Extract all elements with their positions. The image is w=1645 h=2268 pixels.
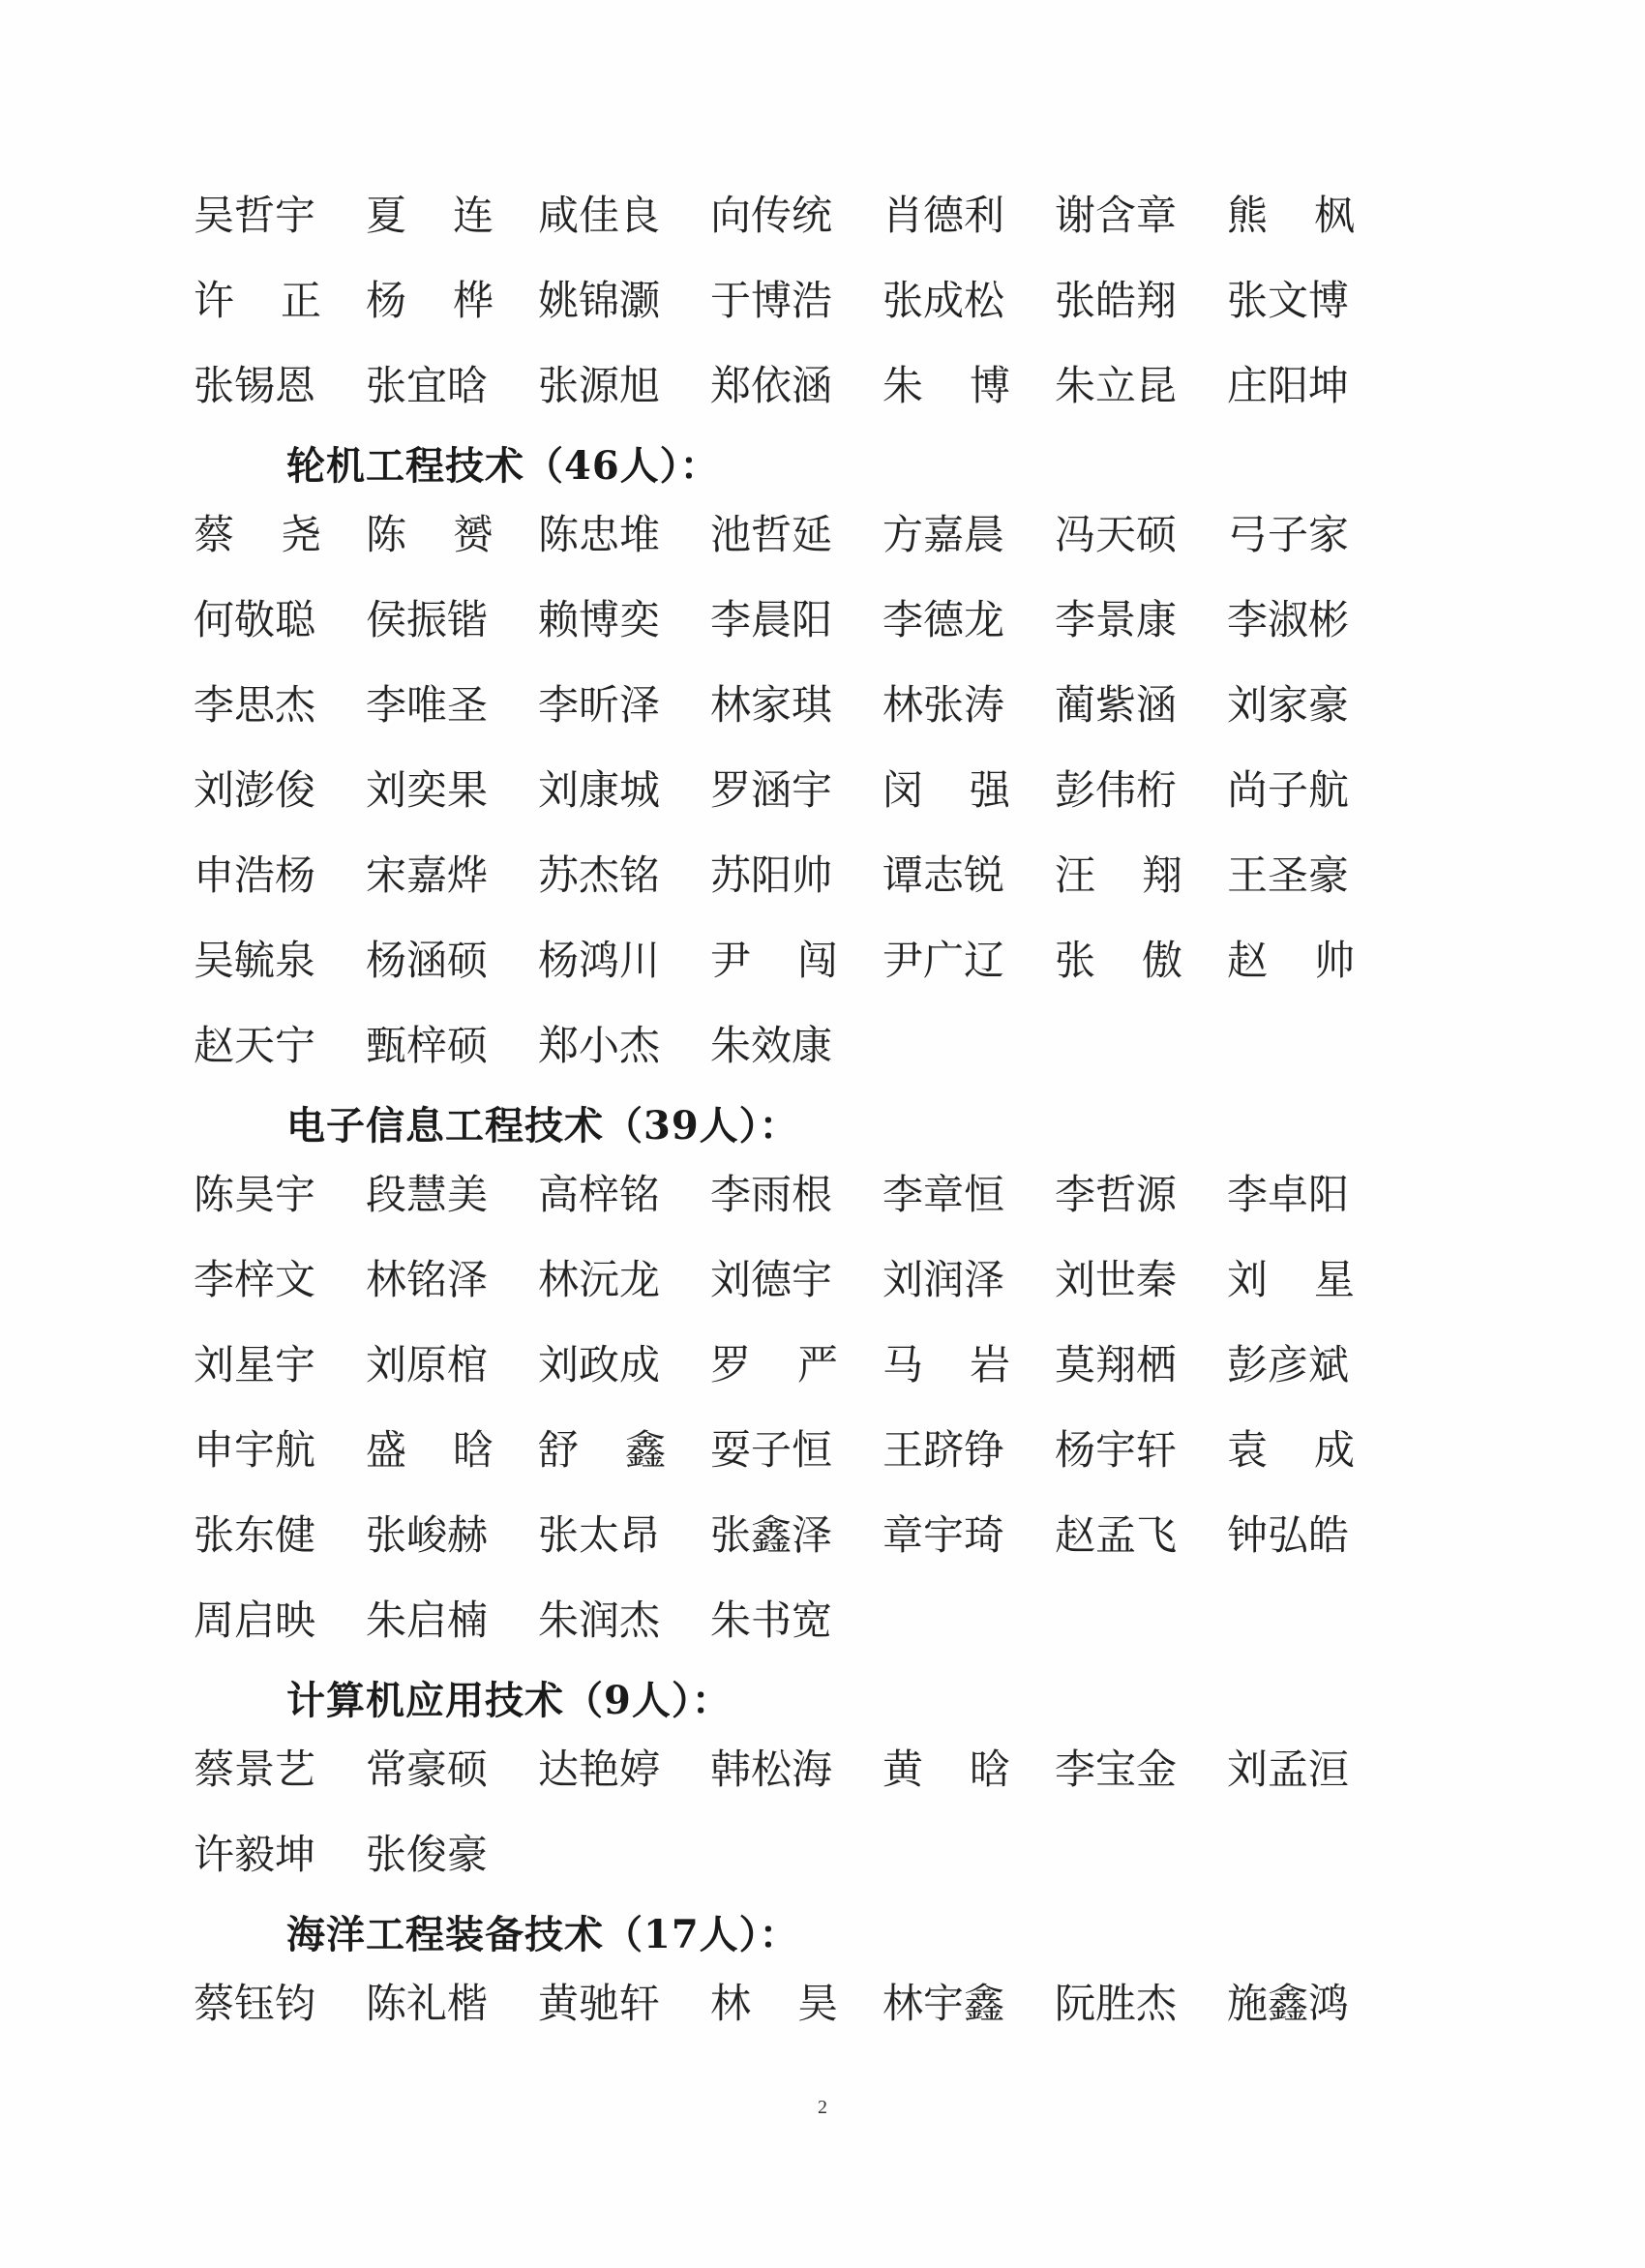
student-name: 施鑫鸿 <box>1227 1980 1350 2027</box>
student-name: 杨涵硕 <box>366 937 489 984</box>
student-name: 陈 赟 <box>366 511 494 558</box>
student-name: 甄梓硕 <box>366 1022 489 1069</box>
student-name: 李昕泽 <box>538 681 661 729</box>
student-name: 林张涛 <box>882 681 1005 729</box>
student-name: 苏阳帅 <box>710 851 833 899</box>
student-name: 刘孟洹 <box>1227 1746 1350 1793</box>
student-name: 罗涵宇 <box>710 766 833 814</box>
name-grid <box>194 1980 1393 2028</box>
student-name: 李宝金 <box>1055 1746 1178 1793</box>
student-name: 张 傲 <box>1055 937 1182 984</box>
student-name: 阮胜杰 <box>1055 1980 1178 2027</box>
student-name: 赵孟飞 <box>1055 1511 1178 1559</box>
student-name: 张俊豪 <box>366 1831 489 1878</box>
student-name: 陈礼楷 <box>366 1980 489 2027</box>
student-name: 蔺紫涵 <box>1055 681 1178 729</box>
student-name: 罗 严 <box>710 1341 838 1388</box>
student-name: 刘德宇 <box>710 1256 833 1303</box>
student-name: 蔡景艺 <box>194 1746 316 1793</box>
student-name: 谭志锐 <box>882 851 1005 899</box>
student-name: 刘 星 <box>1227 1256 1355 1303</box>
student-name: 盛 晗 <box>366 1426 494 1474</box>
student-name: 弓子家 <box>1227 511 1350 558</box>
student-name: 尹 闯 <box>710 937 838 984</box>
student-name: 郑依涵 <box>710 362 833 409</box>
student-name: 刘世秦 <box>1055 1256 1178 1303</box>
student-name: 刘政成 <box>538 1341 661 1388</box>
student-name: 常豪硕 <box>366 1746 489 1793</box>
student-name: 钟弘皓 <box>1227 1511 1350 1559</box>
student-name: 刘润泽 <box>882 1256 1005 1303</box>
student-name: 李景康 <box>1055 596 1178 643</box>
student-name: 李唯圣 <box>366 681 489 729</box>
student-name: 张宜晗 <box>366 362 489 409</box>
student-name: 刘奕果 <box>366 766 489 814</box>
student-name: 李晨阳 <box>710 596 833 643</box>
student-name: 张东健 <box>194 1511 316 1559</box>
student-name: 林家琪 <box>710 681 833 729</box>
student-name: 刘康城 <box>538 766 661 814</box>
student-name: 咸佳良 <box>538 192 661 239</box>
student-name: 袁 成 <box>1227 1426 1355 1474</box>
name-grid <box>194 1746 1393 1879</box>
student-name: 汪 翔 <box>1055 851 1182 899</box>
student-name: 尚子航 <box>1227 766 1350 814</box>
student-name: 彭伟桁 <box>1055 766 1178 814</box>
name-list-content <box>194 192 1393 2061</box>
student-name: 彭彦斌 <box>1227 1341 1350 1388</box>
student-name: 尹广辽 <box>882 937 1005 984</box>
name-grid <box>194 511 1393 1070</box>
student-name: 王圣豪 <box>1227 851 1350 899</box>
student-name: 朱效康 <box>710 1022 833 1069</box>
student-name: 赵 帅 <box>1227 937 1355 984</box>
student-name: 莫翔栖 <box>1055 1341 1178 1388</box>
student-name: 陈昊宇 <box>194 1171 316 1218</box>
name-grid <box>194 1171 1393 1645</box>
student-name: 张成松 <box>882 277 1005 324</box>
student-name: 马 岩 <box>882 1341 1010 1388</box>
student-name: 肖德利 <box>882 192 1005 239</box>
student-name: 李章恒 <box>882 1171 1005 1218</box>
student-name: 李淑彬 <box>1227 596 1350 643</box>
section-title: 海洋工程装备技术（17人）： <box>286 1912 799 1957</box>
student-name: 刘家豪 <box>1227 681 1350 729</box>
student-name: 郑小杰 <box>538 1022 661 1069</box>
student-name: 段慧美 <box>366 1171 489 1218</box>
name-grid <box>194 192 1393 410</box>
student-name: 杨鸿川 <box>538 937 661 984</box>
student-name: 朱书宽 <box>710 1597 833 1644</box>
student-name: 李德龙 <box>882 596 1005 643</box>
student-name: 于博浩 <box>710 277 833 324</box>
student-name: 达艳婷 <box>538 1746 661 1793</box>
student-name: 蔡 尧 <box>194 511 321 558</box>
student-name: 刘澎俊 <box>194 766 316 814</box>
student-name: 杨宇轩 <box>1055 1426 1178 1474</box>
student-name: 朱 博 <box>882 362 1010 409</box>
student-name: 陈忠堆 <box>538 511 661 558</box>
student-name: 闵 强 <box>882 766 1010 814</box>
student-name: 张皓翔 <box>1055 277 1178 324</box>
student-name: 刘原棺 <box>366 1341 489 1388</box>
student-name: 耍子恒 <box>710 1426 833 1474</box>
page-number: 2 <box>818 2097 827 2118</box>
student-name: 何敬聪 <box>194 596 316 643</box>
student-name: 李思杰 <box>194 681 316 729</box>
student-name: 刘星宇 <box>194 1341 316 1388</box>
student-name: 许毅坤 <box>194 1831 316 1878</box>
student-name: 王跻铮 <box>882 1426 1005 1474</box>
student-name: 方嘉晨 <box>882 511 1005 558</box>
student-name: 张峻赫 <box>366 1511 489 1559</box>
student-name: 张太昂 <box>538 1511 661 1559</box>
student-name: 李哲源 <box>1055 1171 1178 1218</box>
student-name: 张源旭 <box>538 362 661 409</box>
student-name: 张锡恩 <box>194 362 316 409</box>
student-name: 赵天宁 <box>194 1022 316 1069</box>
student-name: 冯天硕 <box>1055 511 1178 558</box>
student-name: 蔡钰钧 <box>194 1980 316 2027</box>
student-name: 张鑫泽 <box>710 1511 833 1559</box>
student-name: 朱润杰 <box>538 1597 661 1644</box>
student-name: 申宇航 <box>194 1426 316 1474</box>
student-name: 申浩杨 <box>194 851 316 899</box>
student-name: 韩松海 <box>710 1746 833 1793</box>
student-name: 许 正 <box>194 277 321 324</box>
section-title: 轮机工程技术（46人）： <box>286 443 720 489</box>
student-name: 侯振锴 <box>366 596 489 643</box>
student-name: 黄 晗 <box>882 1746 1010 1793</box>
student-name: 朱启楠 <box>366 1597 489 1644</box>
student-name: 林沅龙 <box>538 1256 661 1303</box>
student-name: 姚锦灏 <box>538 277 661 324</box>
student-name: 谢含章 <box>1055 192 1178 239</box>
student-name: 舒 鑫 <box>538 1426 666 1474</box>
student-name: 张文博 <box>1227 277 1350 324</box>
student-name: 向传统 <box>710 192 833 239</box>
student-name: 杨 桦 <box>366 277 494 324</box>
student-name: 吴哲宇 <box>194 192 316 239</box>
student-name: 章宇琦 <box>882 1511 1005 1559</box>
student-name: 林宇鑫 <box>882 1980 1005 2027</box>
student-name: 周启映 <box>194 1597 316 1644</box>
student-name: 赖博奕 <box>538 596 661 643</box>
student-name: 熊 枫 <box>1227 192 1355 239</box>
student-name: 庄阳坤 <box>1227 362 1350 409</box>
student-name: 林 昊 <box>710 1980 838 2027</box>
student-name: 夏 连 <box>366 192 494 239</box>
student-name: 林铭泽 <box>366 1256 489 1303</box>
student-name: 池哲延 <box>710 511 833 558</box>
section-title: 电子信息工程技术（39人）： <box>286 1103 799 1149</box>
section-title: 计算机应用技术（9人）： <box>286 1678 732 1723</box>
student-name: 苏杰铭 <box>538 851 661 899</box>
student-name: 宋嘉烨 <box>366 851 489 899</box>
student-name: 李卓阳 <box>1227 1171 1350 1218</box>
student-name: 高梓铭 <box>538 1171 661 1218</box>
student-name: 李雨根 <box>710 1171 833 1218</box>
student-name: 吴毓泉 <box>194 937 316 984</box>
student-name: 李梓文 <box>194 1256 316 1303</box>
student-name: 黄驰轩 <box>538 1980 661 2027</box>
student-name: 朱立昆 <box>1055 362 1178 409</box>
